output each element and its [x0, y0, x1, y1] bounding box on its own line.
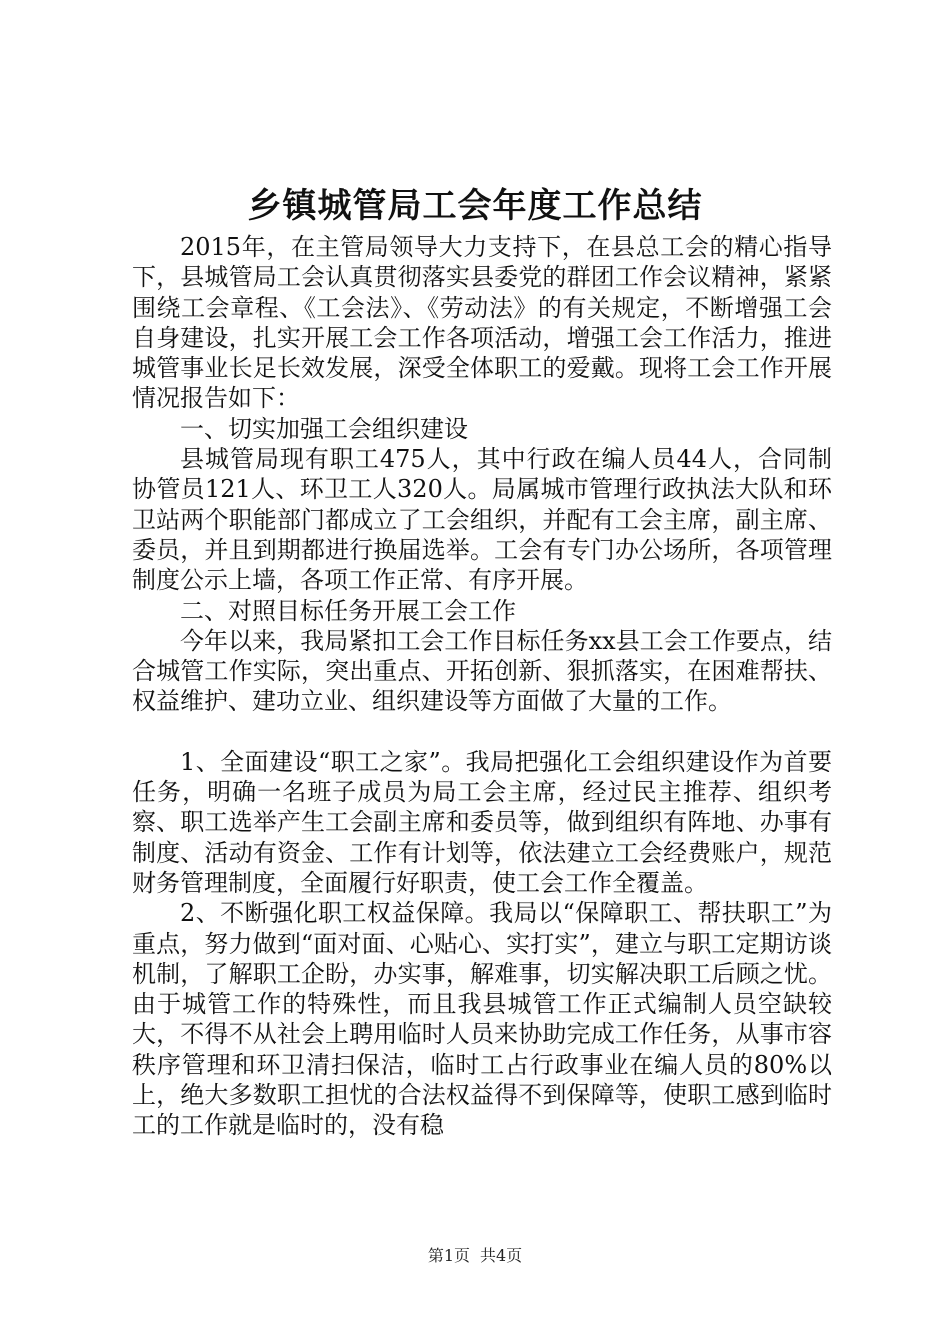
body-paragraph: 县城管局现有职工475人，其中行政在编人员44人，合同制协管员121人、环卫工人320人。局属城市管理行政执法大队和环卫站两个职能部门都成立了工会组织，并配有工会主席，副主席、委员，并且到期都进行换届选举。工会有专门办公场所，各项管理制度公示上墙，各项工作正常、有序开展。: [132, 445, 832, 595]
page-total: 共4页: [480, 1246, 523, 1265]
list-item-paragraph: 2、不断强化职工权益保障。我局以“保障职工、帮扶职工”为重点，努力做到“面对面、心贴心、实打实”，建立与职工定期访谈机制，了解职工企盼，办实事，解难事，切实解决职工后顾之忧。由于城管工作的特殊性，而且我县城管工作正式编制人员空缺较大，不得不从社会上聘用临时人员来协助完成工作任务，从事市容秩序管理和环卫清扫保洁，临时工占行政事业在编人员的80%以上，绝大多数职工担忧的合法权益得不到保障等，使职工感到临时工的工作就是临时的，没有稳: [132, 899, 832, 1140]
intro-paragraph: 2015年，在主管局领导大力支持下，在县总工会的精心指导下，县城管局工会认真贯彻落实县委党的群团工作会议精神，紧紧围绕工会章程、《工会法》、《劳动法》的有关规定，不断增强工会自身建设，扎实开展工会工作各项活动，增强工会工作活力，推进城管事业长足长效发展，深受全体职工的爱戴。现将工会工作开展情况报告如下：: [132, 233, 832, 413]
section-heading-2: 二、对照目标任务开展工会工作: [180, 596, 516, 625]
document-body: [132, 232, 832, 1141]
page-number: 第1页: [427, 1246, 470, 1265]
section-heading-1: 一、切实加强工会组织建设: [180, 414, 468, 443]
document-title: 乡镇城管局工会年度工作总结: [247, 186, 703, 226]
body-paragraph: 今年以来，我局紧扣工会工作目标任务xx县工会工作要点，结合城管工作实际，突出重点、开拓创新、狠抓落实，在困难帮扶、权益维护、建功立业、组织建设等方面做了大量的工作。: [132, 626, 832, 716]
list-item-paragraph: 1、全面建设“职工之家”。我局把强化工会组织建设作为首要任务，明确一名班子成员为局工会主席，经过民主推荐、组织考察、职工选举产生工会副主席和委员等，做到组织有阵地、办事有制度、活动有资金、工作有计划等，依法建立工会经费账户，规范财务管理制度，全面履行好职责，使工会工作全覆盖。: [132, 747, 832, 897]
page-footer: [0, 1245, 950, 1267]
